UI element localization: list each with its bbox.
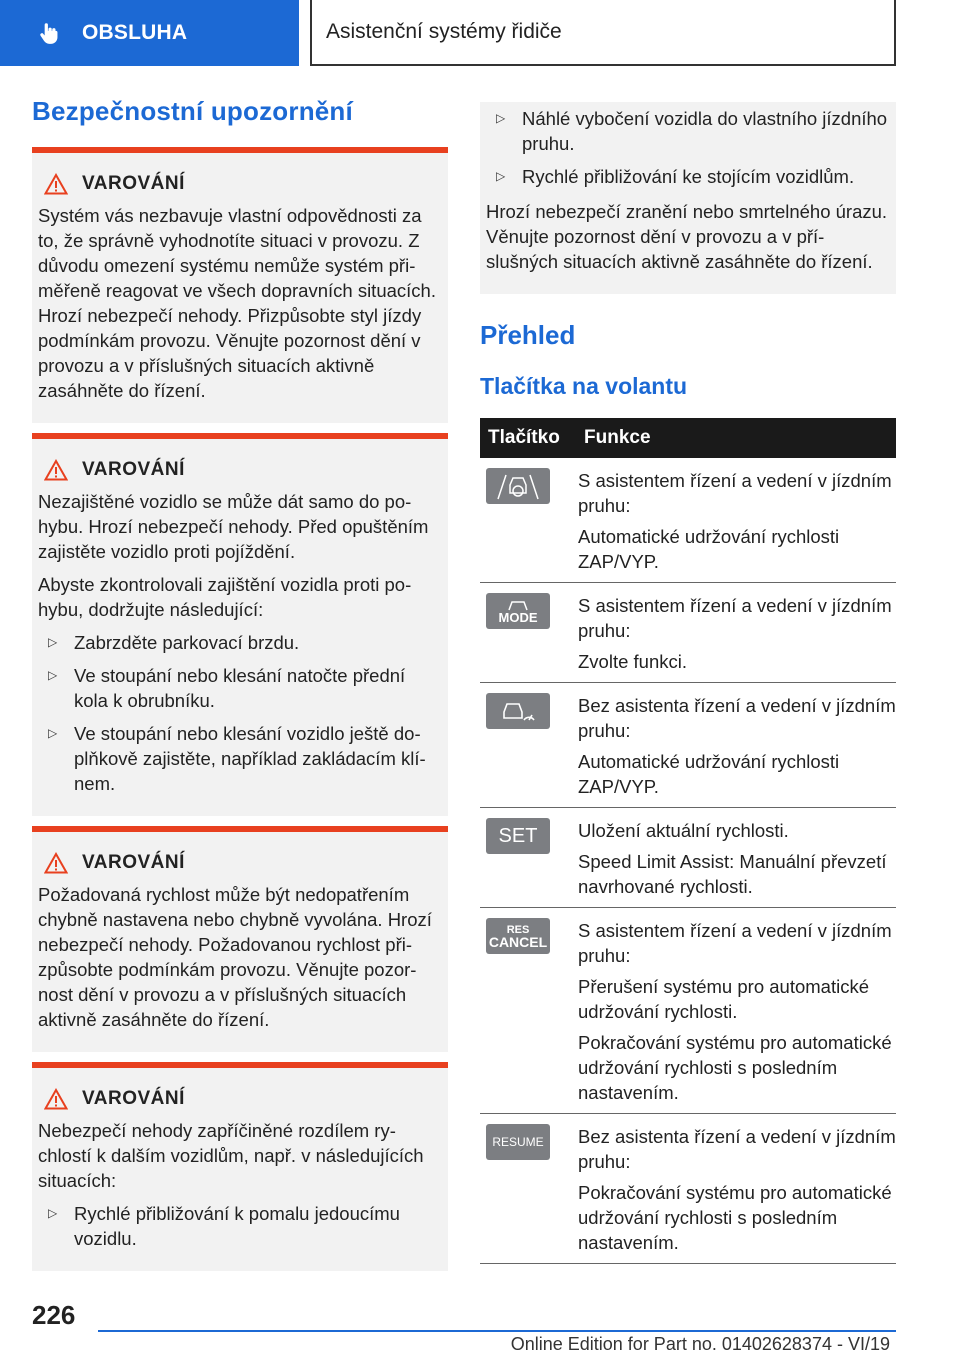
- key-label: MODE: [498, 609, 538, 625]
- footer-divider: [98, 1330, 896, 1332]
- function-text: Automatické udržování rychlosti ZAP/VYP.: [578, 751, 840, 797]
- table-row: [480, 683, 896, 808]
- cruise-icon: [486, 693, 550, 729]
- list-item: ▷ Rychlé přibližování ke stojícím vozidlům.: [486, 164, 888, 189]
- warning-text: Systém vás nezbavuje vlastní odpovědnosti za to, že správně vyhodnotíte situaci v provozu. Z důvodu omezení systému nemůže systém přiměřeně reagovat ve všech dopravních situacích. Hrozí nebezpečí nehody. Přizpůsobte styl jízdy podmínkám provozu. Věnujte pozornost dění v provozu a v příslušných situacích aktivně zasáhněte do řízení.: [38, 205, 436, 401]
- section-tab[interactable]: [0, 0, 299, 66]
- warning-text: Požadovaná rychlost může být nedopatřením chybně nastavena nebo chybně vyvolána. Hrozí nebezpečí nehody. Požadovanou rychlost přizpůsobte podmínkám provozu. Věnujte pozornost dění v provozu a v příslušných situacích aktivně zasáhněte do řízení.: [38, 884, 432, 1030]
- overview-title: Přehled: [480, 320, 576, 350]
- edition-text: Online Edition for Part no. 01402628374 - VI/19: [510, 1334, 890, 1354]
- table-row: [480, 458, 896, 583]
- function-cell: [576, 583, 896, 683]
- warning-triangle-icon: [44, 459, 68, 481]
- hand-pointer-icon: [36, 20, 62, 46]
- res-cancel-icon: [486, 918, 550, 954]
- section-tab-label: OBSLUHA: [82, 21, 188, 44]
- function-text: Bez asistenta řízení a vedení v jízdním pruhu:: [578, 1126, 896, 1172]
- warning-title: [38, 459, 440, 481]
- warning-box: [32, 147, 448, 423]
- warning-text: Abyste zkontrolovali zajištění vozidla proti pohybu, dodržujte následující:: [38, 574, 412, 620]
- button-cell: [480, 683, 576, 808]
- table-row: [480, 908, 896, 1114]
- warning-triangle-icon: [44, 1088, 68, 1110]
- col-header-function: Funkce: [576, 418, 896, 458]
- steering-buttons-title: Tlačítka na volantu: [480, 373, 688, 399]
- function-text: Pokračování systému pro automatické udržování rychlosti s posledním nastavením.: [578, 1182, 892, 1253]
- right-column: [480, 102, 896, 1264]
- warning-text: Hrozí nebezpečí zranění nebo smrtelného úrazu. Věnujte pozornost dění v provozu a v příslušných situacích aktivně zasáhněte do řízení.: [486, 201, 888, 272]
- left-column: [32, 96, 448, 1281]
- chapter-title: Asistenční systémy řidiče: [310, 0, 896, 66]
- warning-title-text: VAROVÁNÍ: [82, 173, 185, 194]
- key-label-res: RES: [506, 924, 530, 936]
- key-label: SET: [498, 824, 538, 847]
- warning-triangle-icon: [44, 852, 68, 874]
- bullet-list: [38, 630, 440, 796]
- warning-title-text: VAROVÁNÍ: [82, 459, 185, 480]
- warning-box: [32, 1062, 448, 1271]
- button-cell: [480, 458, 576, 583]
- bullet-list: [486, 106, 888, 189]
- warning-continuation: [480, 102, 896, 294]
- page-number: 226: [32, 1300, 76, 1330]
- function-cell: [576, 458, 896, 583]
- table-header-row: [480, 418, 896, 458]
- key-label-cancel: CANCEL: [488, 934, 548, 950]
- function-cell: [576, 908, 896, 1114]
- function-text: Bez asistenta řízení a vedení v jízdním pruhu:: [578, 695, 896, 741]
- function-text: S asistentem řízení a vedení v jízdním pruhu:: [578, 920, 892, 966]
- warning-triangle-icon: [44, 173, 68, 195]
- warning-title: [38, 1088, 440, 1110]
- page-header: [0, 0, 960, 66]
- warning-title: [38, 173, 440, 195]
- lane-assist-icon: [486, 468, 550, 504]
- col-header-button: Tlačítko: [480, 418, 576, 458]
- bullet-list: [38, 1201, 440, 1251]
- key-label: RESUME: [492, 1135, 544, 1149]
- function-text: Speed Limit Assist: Manuální převzetí navrhované rychlosti.: [578, 851, 887, 897]
- button-cell: [480, 583, 576, 683]
- function-text: Přerušení systému pro automatické udržování rychlosti.: [578, 976, 869, 1022]
- function-text: Automatické udržování rychlosti ZAP/VYP.: [578, 526, 840, 572]
- list-item: ▷ Zabrzděte parkovací brzdu.: [38, 630, 440, 655]
- buttons-table: [480, 418, 896, 1264]
- section-title: Bezpečnostní upozornění: [32, 96, 353, 126]
- function-text: S asistentem řízení a vedení v jízdním pruhu:: [578, 470, 892, 516]
- function-cell: [576, 683, 896, 808]
- function-text: Uložení aktuální rychlosti.: [578, 820, 789, 841]
- table-row: [480, 808, 896, 908]
- list-item: ▷ Rychlé přibližování k pomalu jedoucímu vozidlu.: [38, 1201, 440, 1251]
- warning-title-text: VAROVÁNÍ: [82, 852, 185, 873]
- button-cell: [480, 1114, 576, 1264]
- warning-title-text: VAROVÁNÍ: [82, 1088, 185, 1109]
- function-text: S asistentem řízení a vedení v jízdním pruhu:: [578, 595, 892, 641]
- button-cell: [480, 908, 576, 1114]
- set-icon: [486, 818, 550, 854]
- warning-box: [32, 826, 448, 1052]
- resume-icon: [486, 1124, 550, 1160]
- warning-text: Nezajištěné vozidlo se může dát samo do pohybu. Hrozí nebezpečí nehody. Před opuštěním zajistěte vozidlo proti pojíždění.: [38, 491, 429, 562]
- list-item: ▷ Ve stoupání nebo klesání natočte přední kola k obrubníku.: [38, 663, 440, 713]
- mode-icon: [486, 593, 550, 629]
- list-item: ▷ Ve stoupání nebo klesání vozidlo ještě doplňkově zajistěte, například zakládacím klínem.: [38, 721, 440, 796]
- warning-title: [38, 852, 440, 874]
- button-cell: [480, 808, 576, 908]
- table-row: [480, 1114, 896, 1264]
- table-row: [480, 583, 896, 683]
- function-text: Zvolte funkci.: [578, 651, 687, 672]
- warning-box: [32, 433, 448, 816]
- function-cell: [576, 808, 896, 908]
- warning-text: Nebezpečí nehody zapříčiněné rozdílem rychlostí k dalším vozidlům, např. v následujících situacích:: [38, 1120, 424, 1191]
- function-cell: [576, 1114, 896, 1264]
- function-text: Pokračování systému pro automatické udržování rychlosti s posledním nastavením.: [578, 1032, 892, 1103]
- list-item: ▷ Náhlé vybočení vozidla do vlastního jízdního pruhu.: [486, 106, 888, 156]
